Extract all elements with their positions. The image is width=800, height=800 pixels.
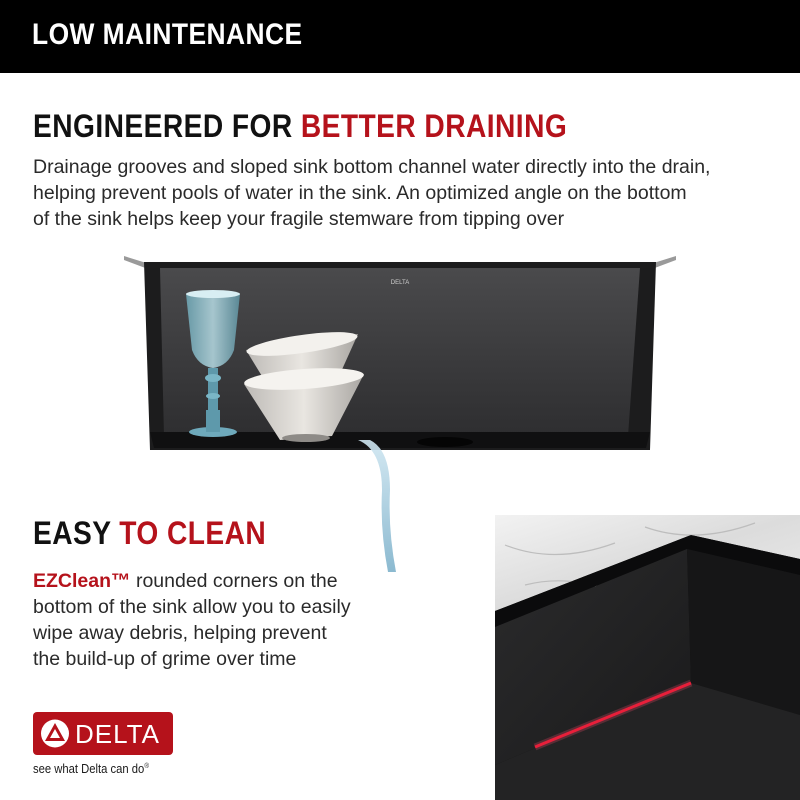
delta-logo-box (33, 712, 173, 755)
description-line: Drainage grooves and sloped sink bottom channel water directly into the drain, (33, 156, 711, 178)
heading-part-dark: EASY (33, 515, 120, 551)
ezclean-label: EZClean™ (33, 570, 131, 592)
corner-detail-image (495, 515, 800, 800)
delta-tagline: see what Delta can do® (33, 762, 149, 776)
top-banner (0, 0, 800, 73)
description-line: of the sink helps keep your fragile stemware from tipping over (33, 208, 565, 230)
section-heading-clean (33, 515, 266, 552)
description-line: wipe away debris, helping prevent (33, 622, 327, 644)
description-line: helping prevent pools of water in the sink. An optimized angle on the bottom (33, 182, 687, 204)
banner-title: LOW MAINTENANCE (32, 18, 303, 51)
description-line-rest: rounded corners on the (130, 570, 338, 592)
drain-icon (417, 437, 473, 447)
section-heading-draining (33, 108, 567, 145)
sink-brand-mark: DELTA (390, 280, 410, 286)
water-stream (358, 440, 396, 572)
heading-part-red: BETTER DRAINING (300, 108, 568, 144)
delta-triangle-icon (33, 712, 73, 755)
heading-part-red: TO CLEAN (119, 515, 267, 551)
description-line: the build-up of grime over time (33, 648, 297, 670)
clean-description (33, 568, 351, 672)
description-line: bottom of the sink allow you to easily (33, 596, 351, 618)
registered-mark: ® (144, 762, 149, 770)
delta-wordmark: DELTA (75, 719, 160, 749)
heading-part-dark: ENGINEERED FOR (33, 108, 301, 144)
draining-description (33, 154, 710, 232)
delta-logo (33, 712, 173, 776)
description-line (33, 568, 351, 594)
